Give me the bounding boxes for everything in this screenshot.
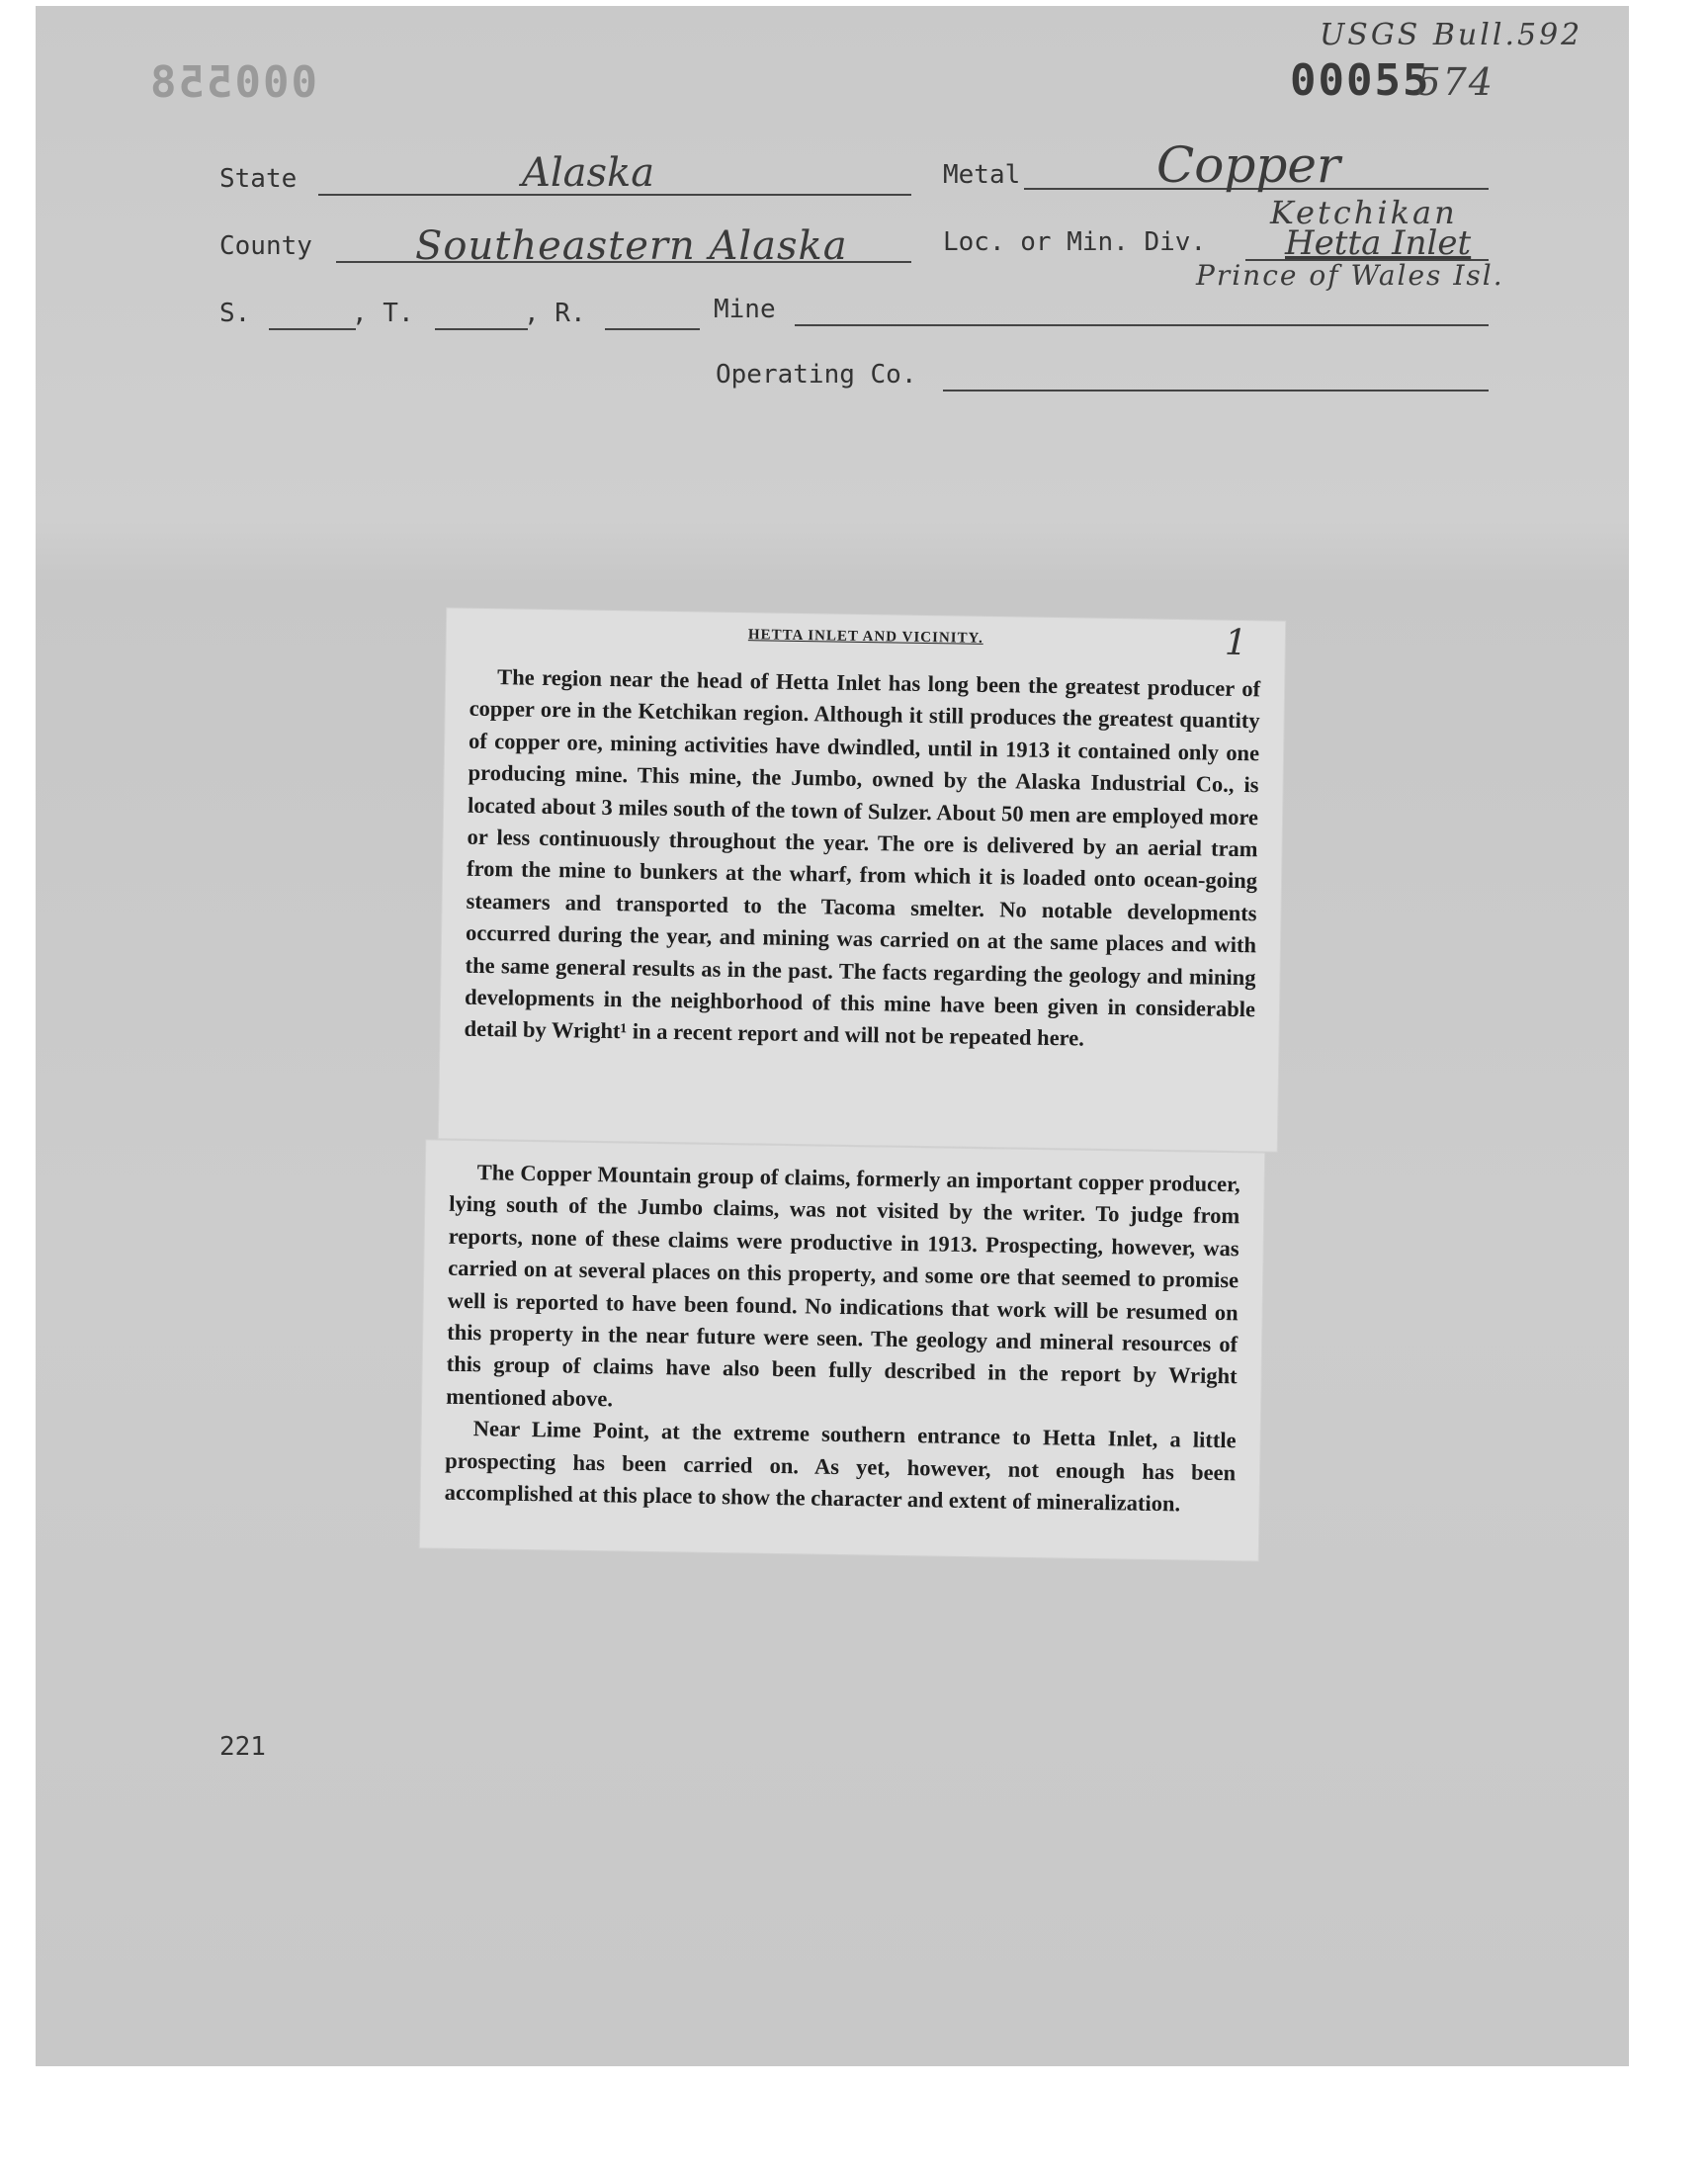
clipping-heading: HETTA INLET AND VICINITY. [747,627,983,647]
clipping-paragraph: Near Lime Point, at the extreme southern entrance to Hetta Inlet, a little prospecting has been carried on. As yet, however, not enough has been accomplished at this place to show the character and extent of mineralization. [444,1416,1237,1517]
clipping-paragraph: The region near the head of Hetta Inlet has long been the greatest producer of copper ore in the Ketchikan region. Although it still produces the greatest quantity of copper ore, mining activities have dwindled, until in 1913 it contained only one producing mine. This mine, the Jumbo, owned by the Alaska Industrial Co., is located about 3 miles south of the town of Sulzer. About 50 men are employed more or less continuously throughout the year. The ore is delivered by an aerial tram from the mine to bunkers at the wharf, from which it is loaded onto ocean-going steamers and transported to the Tacoma smelter. No notable developments occurred during the year, and mining was carried on at the same places and with the same general results as in the past. The facts regarding the geology and mining developments in the neighborhood of this mine have been given in considerable detail by Wright¹ in a recent report and will not be repeated here. [464,664,1261,1052]
page-number: 221 [219,1732,266,1762]
section-label: S. [219,299,251,328]
township-label: , T. [352,299,414,328]
metal-label: Metal [943,160,1021,190]
operating-line [943,390,1489,392]
record-number: 00055 [1290,55,1431,106]
range-label: , R. [524,299,586,328]
loc-label: Loc. or Min. Div. [943,227,1207,257]
state-value: Alaska [522,150,655,196]
record-number-overwrite: 574 [1416,60,1494,104]
mine-label: Mine [714,295,776,324]
township-line [435,328,528,330]
record-number-stamp [1290,55,1494,106]
clipping-paragraph: The Copper Mountain group of claims, formerly an important copper producer, lying south of the Jumbo claims, was not visited by the writer. To judge from reports, none of these claims were productive in 1913. Prospecting, however, was carried on at several places on this property, and some ore that seemed to promise well is reported to have been found. No indications that work will be resumed on this property in the near future were seen. The geology and mineral resources of this group of claims have also been fully described in the report by Wright mentioned above. [446,1160,1240,1412]
range-line [605,328,700,330]
mirrored-stamp-number: 000558 [148,57,317,108]
state-label: State [219,164,298,194]
loc-value-top: Ketchikan [1270,194,1458,231]
clipping-2 [420,1140,1264,1560]
operating-label: Operating Co. [716,360,917,390]
loc-value-bottom: Prince of Wales Isl. [1196,259,1504,292]
mine-line [795,324,1489,326]
loc-value: Hetta Inlet [1285,223,1472,263]
corner-mark: 1 [1224,622,1248,664]
metal-value: Copper [1156,136,1340,194]
section-line [269,328,356,330]
county-label: County [219,231,312,261]
county-value: Southeastern Alaska [415,223,848,269]
source-note: USGS Bull.592 [1320,18,1583,52]
clipping-1 [439,608,1285,1151]
